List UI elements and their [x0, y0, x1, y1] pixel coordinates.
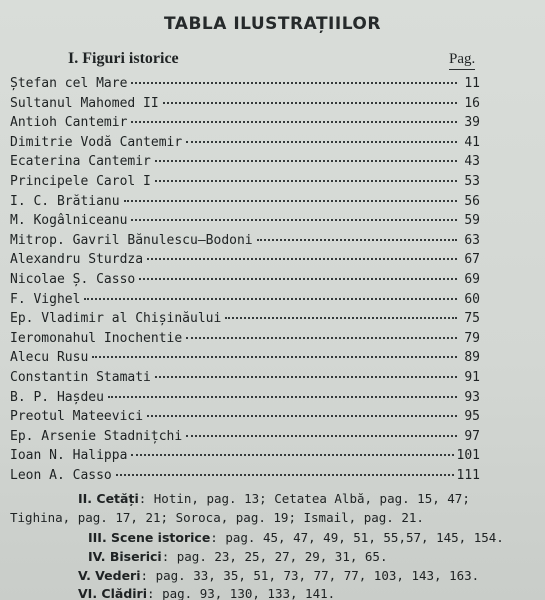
entry-page: 39 [464, 115, 480, 131]
entry-name: B. P. Hașdeu [10, 389, 104, 405]
entry-name: Nicolae Ș. Casso [10, 271, 136, 287]
dot-leader [186, 140, 457, 143]
dot-leader [131, 453, 453, 456]
section-header [0, 50, 545, 72]
entry-name: Ștefan cel Mare [10, 76, 128, 91]
section-label: VI. Clădiri [78, 586, 148, 600]
toc-entry [10, 448, 480, 468]
toc-entry [10, 233, 480, 253]
section-title: I. Figuri istorice [68, 50, 179, 67]
entry-page: 79 [464, 330, 480, 346]
entry-page: 41 [464, 134, 480, 150]
dot-leader [131, 81, 457, 84]
toc-entry [10, 311, 480, 331]
section-text: : pag. 33, 35, 51, 73, 77, 77, 103, 143, 163. [140, 568, 480, 583]
entry-page: 75 [464, 311, 480, 327]
entry-name: Ecaterina Cantemir [10, 154, 151, 170]
toc-entry [10, 252, 480, 272]
entry-page: 111 [456, 467, 480, 483]
entry-page: 43 [464, 154, 480, 170]
toc-list [10, 76, 480, 487]
entry-name: M. Kogâlniceanu [10, 213, 128, 229]
dot-leader [257, 238, 457, 241]
entry-page: 69 [464, 271, 480, 287]
dot-leader [155, 159, 457, 162]
dot-leader [92, 355, 457, 358]
section-label: IV. Biserici [88, 549, 162, 564]
entry-page: 16 [464, 95, 480, 111]
section-label: II. Cetăți [78, 491, 139, 506]
toc-entry [10, 154, 480, 174]
toc-entry [10, 213, 480, 233]
dot-leader [225, 316, 457, 319]
entry-page: 93 [464, 389, 480, 405]
toc-entry [10, 96, 480, 116]
entry-name: Antioh Cantemir [10, 115, 128, 131]
entry-name: Ieromonahul Inochentie [10, 330, 183, 346]
toc-entry [10, 115, 480, 135]
section-text: : pag. 93, 130, 133, 141. [147, 586, 336, 600]
entry-name: Ep. Arsenie Stadnițchi [10, 428, 183, 444]
entry-page: 89 [464, 350, 480, 366]
dot-leader [116, 473, 454, 476]
section-label: III. Scene istorice [88, 530, 211, 545]
dot-leader [131, 120, 457, 123]
toc-entry [10, 174, 480, 194]
dot-leader [163, 101, 457, 104]
dot-leader [147, 257, 457, 260]
dot-leader [186, 336, 457, 339]
page-title: TABLA ILUSTRAȚIILOR [164, 14, 381, 34]
toc-entry [10, 350, 480, 370]
toc-entry [10, 76, 480, 96]
dot-leader [108, 395, 457, 398]
section-cladiri [0, 586, 545, 600]
dot-leader [186, 434, 457, 437]
entry-name: Leon A. Casso [10, 467, 112, 483]
dot-leader [84, 297, 457, 300]
section-text: : pag. 23, 25, 27, 29, 31, 65. [161, 549, 388, 564]
entry-page: 56 [464, 193, 480, 209]
entry-page: 53 [464, 173, 480, 189]
entry-page: 97 [464, 428, 480, 444]
section-cetati [0, 491, 545, 506]
toc-entry [10, 370, 480, 390]
entry-name: I. C. Brătianu [10, 193, 120, 209]
dot-leader [147, 414, 457, 417]
entry-page: 101 [456, 448, 480, 464]
toc-entry [10, 429, 480, 449]
entry-name: Ep. Vladimir al Chișinăului [10, 311, 222, 327]
entry-name: Ioan N. Halippa [10, 448, 128, 464]
entry-page: 59 [464, 213, 480, 229]
entry-page: 67 [464, 252, 480, 268]
entry-name: Dimitrie Vodă Cantemir [10, 134, 183, 150]
section-biserici [0, 549, 545, 564]
entry-name: Principele Carol I [10, 173, 151, 189]
toc-entry [10, 468, 480, 488]
toc-entry [10, 272, 480, 292]
entry-name: Alexandru Sturdza [10, 252, 144, 268]
toc-entry [10, 409, 480, 429]
section-cetati-continuation: Tighina, pag. 17, 21; Soroca, pag. 19; Ismail, pag. 21. [10, 510, 424, 525]
entry-name: Preotul Mateevici [10, 409, 144, 425]
dot-leader [124, 199, 457, 202]
dot-leader [139, 277, 457, 280]
toc-entry [10, 194, 480, 214]
entry-page: 95 [464, 409, 480, 425]
entry-name: F. Vighel [10, 291, 81, 307]
dot-leader [155, 179, 457, 182]
entry-page: 91 [464, 369, 480, 385]
entry-page: 60 [464, 291, 480, 307]
entry-name: Mitrop. Gavril Bănulescu—Bodoni [10, 232, 253, 248]
entry-name: Sultanul Mahomed II [10, 95, 159, 111]
toc-entry [10, 390, 480, 410]
toc-entry [10, 331, 480, 351]
section-text: : Hotin, pag. 13; Cetatea Albă, pag. 15, 47; [138, 491, 470, 506]
toc-entry [10, 135, 480, 155]
section-scene [0, 530, 545, 545]
section-vederi [0, 568, 545, 583]
section-text: : pag. 45, 47, 49, 51, 55,57, 145, 154. [210, 530, 504, 545]
section-label: V. Vederi [78, 568, 141, 583]
entry-name: Alecu Rusu [10, 350, 89, 366]
entry-page: 11 [464, 76, 480, 91]
entry-name: Constantin Stamati [10, 369, 151, 385]
page-column-header: Pag. [449, 51, 475, 70]
toc-entry [10, 292, 480, 312]
dot-leader [131, 218, 457, 221]
entry-page: 63 [464, 232, 480, 248]
dot-leader [155, 375, 457, 378]
